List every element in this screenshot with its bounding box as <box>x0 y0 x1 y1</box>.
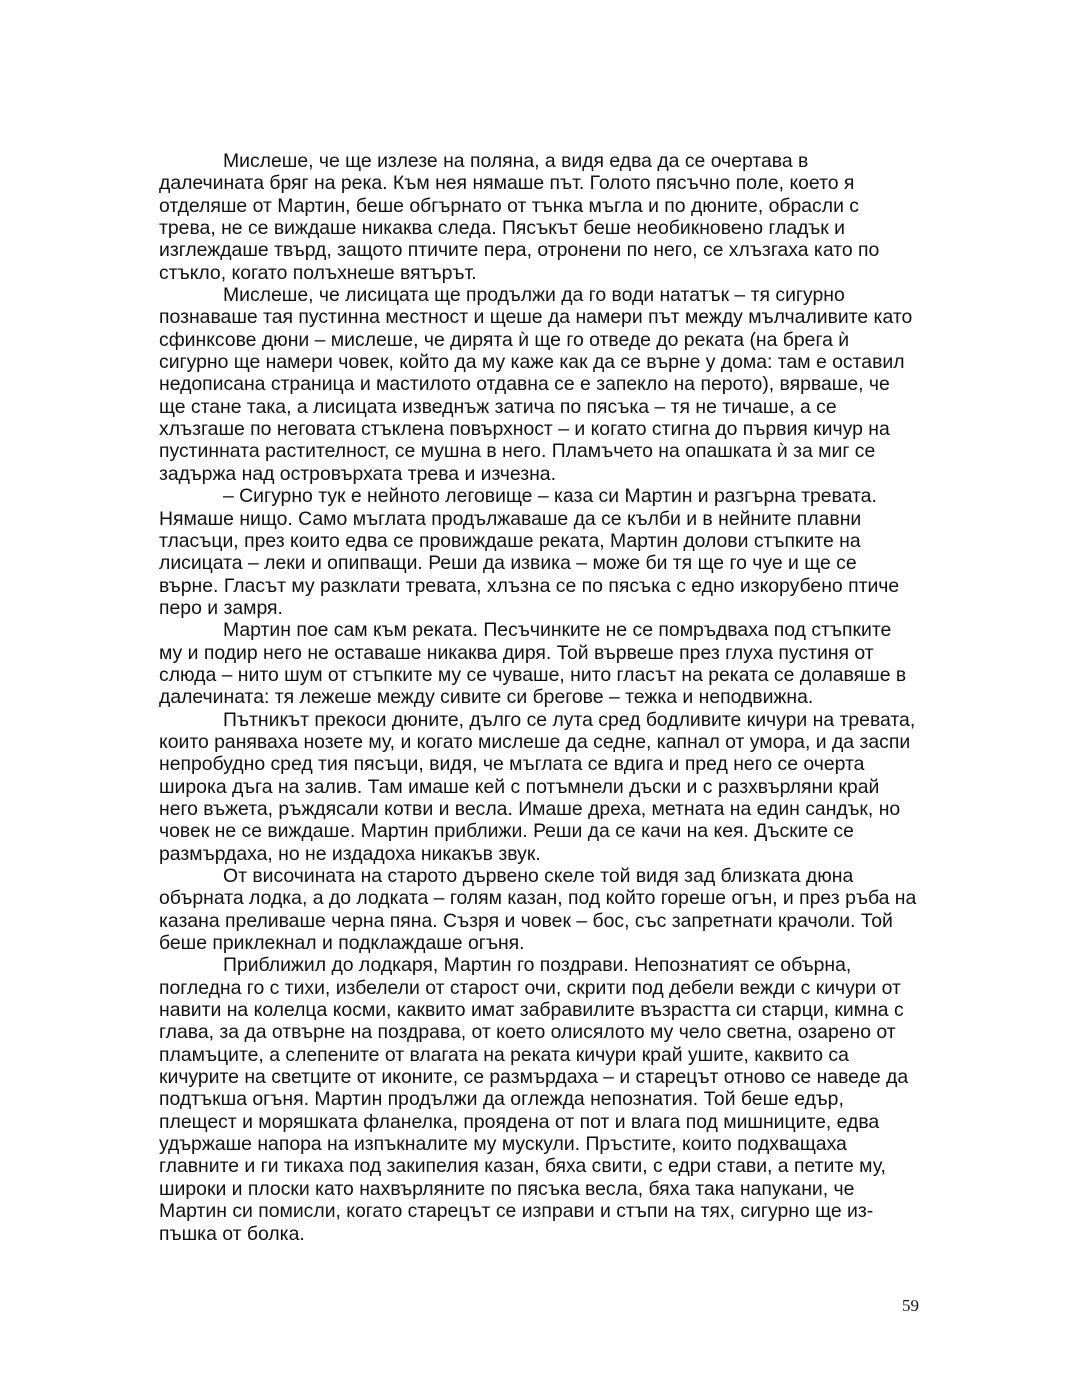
paragraph-1: Мислеше, че ще излезе на поляна, а видя едва да се очертава в далечината бряг на река. Към нея нямаше път. Голото пясъчно поле, което я отделяше от Мартин, беше обгърнато от тънка мъгла и по дюните, обрасли с трева, не се виждаше никаква следа. Пясъкът беше необикновено гладък и изглеждаше твърд, защото птичите пера, отронени по него, се хлъзгаха като по стъкло, когато полъхнеше вятърът. <box>159 150 880 284</box>
paragraph-2: Мислеше, че лисицата ще продължи да го води нататък – тя сигурно познаваше тая пустинна местност и щеше да намери път между мълчаливите като сфинксове дюни – мислеше, че дирята ѝ ще го отведе до реката (на брега ѝ сигурно ще намери човек, който да му каже как да се върне у дома: там е оставил недописана страница и мастилото отдавна се е запекло на перото), вярваше, че ще стане така, а лисицата изведнъж затича по пясъка – тя не тичаше, а се хлъзгаше по неговата стъклена повърхност – и когато стигна до първия кичур на пустинната растителност, се мушна в него. Пламъчето на опашката ѝ за миг се задържа над островърхата трева и изчезна. <box>159 284 913 485</box>
paragraph-3: – Сигурно тук е нейното леговище – каза си Мартин и разгърна тревата. Нямаше нищо. Само мъглата продължаваше да се кълби и в нейните плавни тласъци, през които едва се провиждаше реката, Мартин долови стъпките на лисицата – леки и опипващи. Реши да извика – може би тя ще го чуе и ще се върне. Гласът му разклати тревата, хлъзна се по пясъка с едно изкорубено птиче перо и замря. <box>159 485 900 619</box>
paragraph-7: Приближил до лодкаря, Мартин го поздрави. Непознатият се обърна, погледна го с тихи, избелели от старост очи, скрити под дебели вежди с кичури от навити на колелца косми, каквито имат забравилите възрастта си старци, кимна с глава, за да отвърне на поздрава, от което олисялото му чело светна, озарено от пламъците, а слепените от влагата на реката кичури край ушите, каквито са кичурите на светците от иконите, се размърдаха – и старецът отново се наведе да подтъкша огъня. Мартин продължи да оглежда непознатия. Той беше едър, плещест и моряшката фланелка, прояденa от пот и влага под мишниците, едва удържаше напора на изпъкналите му мускули. Пръстите, които подхващаха главните и ги тикаха под закипелия казан, бяха свити, с едри стави, а петите му, широки и плоски като нахвърляните по пясъка весла, бяха така напукани, че Мартин си помисли, когато старецът се изправи и стъпи на тях, сигурно ще из- пъшка от болка. <box>159 954 909 1245</box>
paragraph-6: От височината на старото дървено скеле той видя зад близката дюна обърната лодка, а до лодката – голям казан, под който гореше огън, и през ръба на казана преливаше черна пяна. Съзря и човек – бос, със запретнати крачоли. Той беше приклекнал и подклаждаше огъня. <box>159 865 917 955</box>
page-body <box>159 150 929 1245</box>
page-number: 59 <box>902 1296 919 1315</box>
paragraph-4: Мартин пое сам към реката. Песъчинките не се помръдваха под стъпките му и подир него не оставаше никаква диря. Той вървеше през глуха пустиня от слюда – нито шум от стъпките му се чуваше, нито гласът на реката се долавяше в далечината: тя лежеше между сивите си брегове – тежка и неподвижна. <box>159 619 907 709</box>
paragraph-5: Пътникът прекоси дюните, дълго се лута сред бодливите кичури на тревата, които раняваха нозете му, и когато мислеше да седне, капнал от умора, и да заспи непробудно сред тия пясъци, видя, че мъглата се вдига и пред него се очерта широка дъга на залив. Там имаше кей с потъмнели дъски и с разхвърляни край него въжета, ръждясали котви и весла. Имаше дреха, метната на един сандък, но човек не се виждаше. Мартин приближи. Реши да се качи на кея. Дъските се размърдаха, но не издадоха никакъв звук. <box>159 708 916 865</box>
